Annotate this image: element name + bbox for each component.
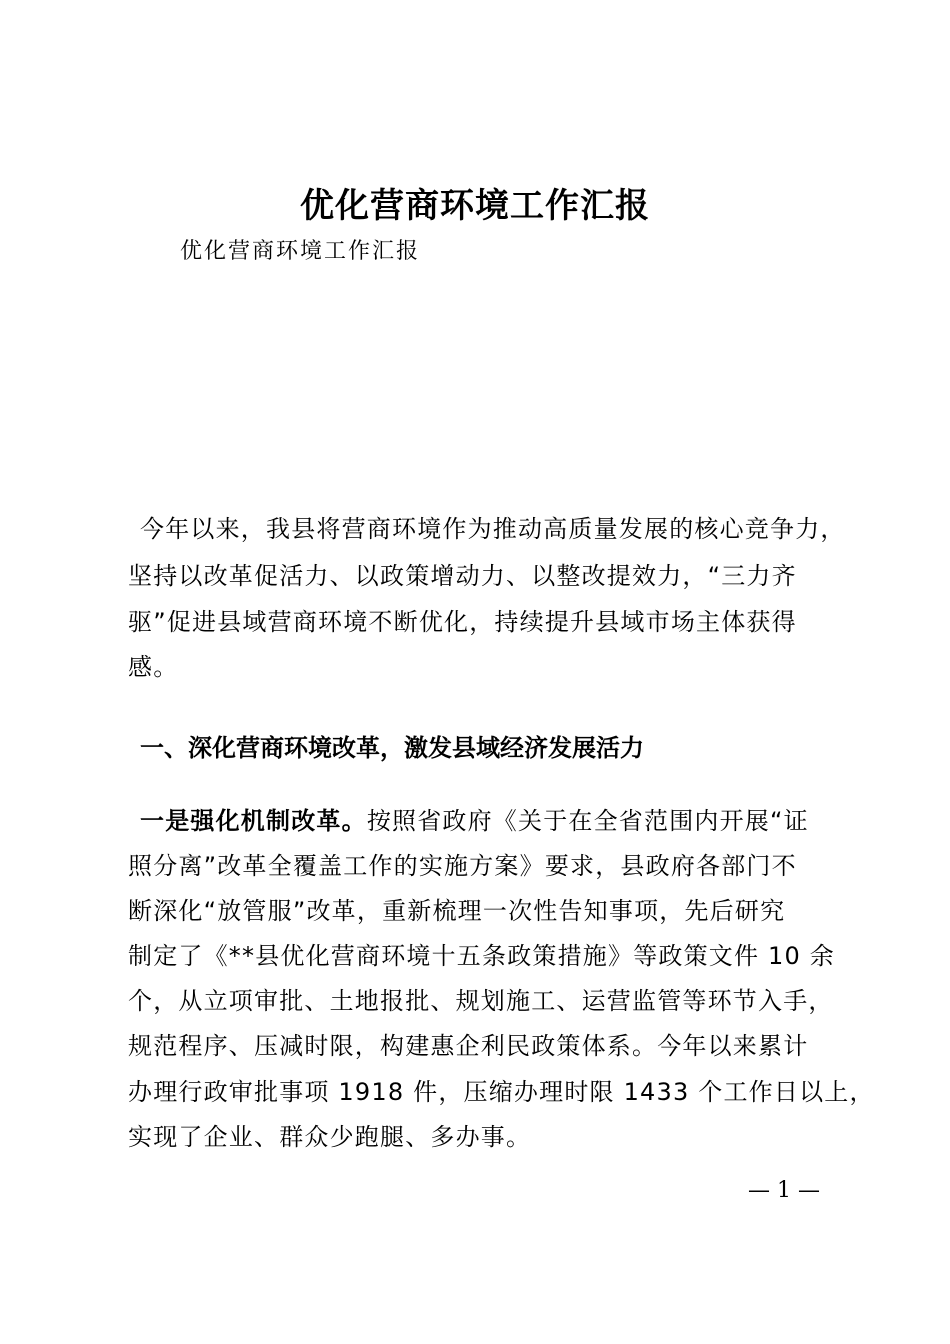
intro-line: 坚持以改革促活力、以政策增动力、以整改提效力，“三力齐 bbox=[128, 562, 797, 590]
paragraph-line: 断深化“放管服”改革，重新梳理一次性告知事项，先后研究 bbox=[128, 897, 786, 925]
paragraph-line: 个，从立项审批、土地报批、规划施工、运营监管等环节入手， bbox=[128, 987, 834, 1015]
document-title: 优化营商环境工作汇报 bbox=[300, 186, 650, 226]
section-heading: 一、深化营商环境改革，激发县域经济发展活力 bbox=[140, 734, 644, 762]
intro-line: 今年以来，我县将营商环境作为推动高质量发展的核心竞争力， bbox=[140, 515, 846, 543]
paragraph-text: 按照省政府《关于在全省范围内开展“证 bbox=[366, 807, 809, 835]
paragraph-line: 规范程序、压减时限，构建惠企利民政策体系。今年以来累计 bbox=[128, 1032, 809, 1060]
page-number: — 1 — bbox=[748, 1178, 820, 1203]
paragraph-lead: 一是强化机制改革。 bbox=[140, 807, 367, 835]
paragraph-line: 制定了《**县优化营商环境十五条政策措施》等政策文件 10 余 bbox=[128, 942, 835, 970]
paragraph-line: 实现了企业、群众少跑腿、多办事。 bbox=[128, 1123, 532, 1151]
document-subtitle: 优化营商环境工作汇报 bbox=[180, 239, 421, 264]
paragraph-line: 办理行政审批事项 1918 件，压缩办理时限 1433 个工作日以上， bbox=[128, 1078, 875, 1106]
intro-line: 驱”促进县域营商环境不断优化，持续提升县域市场主体获得 bbox=[128, 608, 797, 636]
paragraph-line bbox=[140, 806, 809, 836]
intro-line: 感。 bbox=[128, 653, 179, 681]
paragraph-line: 照分离”改革全覆盖工作的实施方案》要求，县政府各部门不 bbox=[128, 852, 797, 880]
